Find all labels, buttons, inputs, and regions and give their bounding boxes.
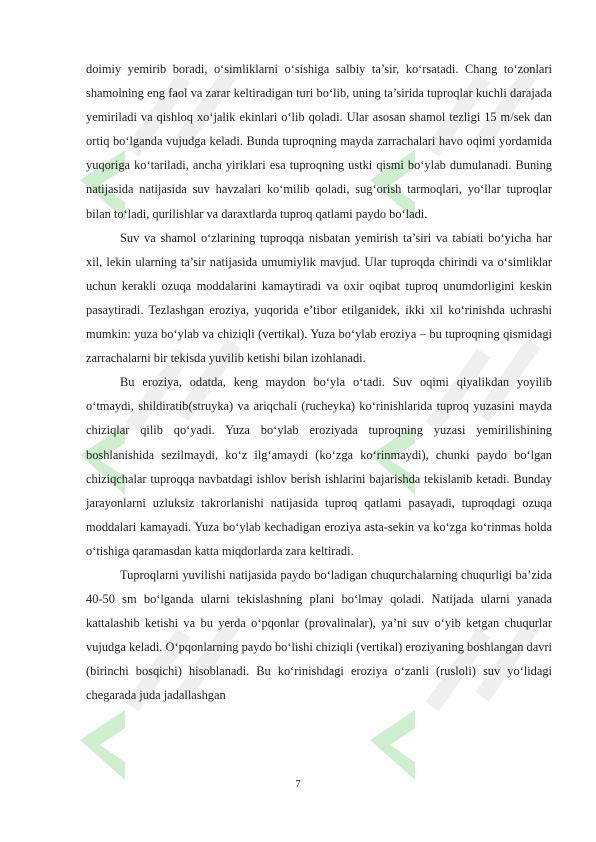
paragraph-4: Tuproqlarni yuvilishi natijasida paydo bo‘ladigan chuqurchalarning chuqurligi ba’zida 40-50 sm bo‘lganda ularni tekislashning plani bo‘lmay qoladi. Natijada ularni yanada kattalashib ketishi va bu yerda o‘pqonlar (provalinalar), ya’ni suv o‘yib ketgan chuqurlar vujudga keladi. O‘pqonlarning paydo bo‘lishi chiziqli (vertikal) eroziyaning boshlangan davri (birinchi bosqichi) hisoblanadi. Bu ko‘rinishdagi eroziya o‘zanli (rusloli) suv yo‘lidagi chegarada juda jadallashgan xyxy=(86,567,552,703)
paragraph-1: doimiy yemirib boradi, o‘simliklarni o‘sishiga salbiy ta’sir, ko‘rsatadi. Chang to‘zonlari shamolning eng faol va zarar keltiradigan turi bo‘lib, uning ta’sirida tuproqlar kuchli darajada yemiriladi va qishloq xo‘jalik ekinlari o‘lib qoladi. Ular asosan shamol tezligi 15 m/sek dan ortiq bo‘lganda vujudga keladi. Bunda tuproqning mayda zarrachalari havo oqimi yordamida yuqoriga ko‘tariladi, ancha yiriklari esa tuproqning ustki qismi bo‘ylab dumulanadi. Buning natijasida natijasida suv havzalari ko‘milib qoladi, sug‘orish tarmoqlari, yo‘llar tuproqlar bilan to‘ladi, qurilishlar va daraxtlarda tuproq qatlami paydo bo‘ladi. xyxy=(86,62,552,221)
paragraph-2: Suv va shamol o‘zlarining tuproqqa nisbatan yemirish ta’siri va tabiati bo‘yicha har xil, lekin ularning ta’sir natijasida umumiylik mavjud. Ular tuproqda chirindi va o‘simliklar uchun kerakli ozuqa moddalarini kamaytiradi va oxir oqibat tuproq unumdorligini keskin pasaytiradi. Tezlashgan eroziya, yuqorida e’tibor etilganidek, ikki xil ko‘rinishda uchrashi mumkin: yuza bo‘ylab va chiziqli (vertikal). Yuza bo‘ylab eroziya – bu tuproqning qismidagi zarrachalarni bir tekisda yuvilib ketishi bilan izohlanadi. xyxy=(86,230,552,366)
watermark-chevron xyxy=(370,710,415,780)
paragraph-3: Bu eroziya, odatda, keng maydon bo‘yla o‘tadi. Suv oqimi qiyalikdan yoyilib o‘tmaydi, shildiratib(struyka) va ariqchali (rucheyka) ko‘rinishlarida tuproq yuzasini mayda chiziqlar qilib qo‘yadi. Yuza bo‘ylab eroziyada tuproqning yuzasi yemirilishining boshlanishida sezilmaydi, ko‘z ilg‘amaydi (ko‘zga ko‘rinmaydi), chunki paydo bo‘lgan chiziqchalar tuproqqa navbatdagi ishlov berish ishlarini bajarishda tekislanib ketadi. Bunday jarayonlarni uzluksiz takrorlanishi natijasida tuproq qatlami pasayadi, tuproqdagi ozuqa moddalari kamayadi. Yuza bo‘ylab kechadigan eroziya asta-sekin va ko‘zga ko‘rinmas holda o‘tishiga qaramasdan katta miqdorlarda zara keltiradi. xyxy=(86,375,552,558)
watermark-chevron xyxy=(80,710,125,780)
body-text xyxy=(86,57,552,708)
page-number: 7 xyxy=(295,778,301,790)
